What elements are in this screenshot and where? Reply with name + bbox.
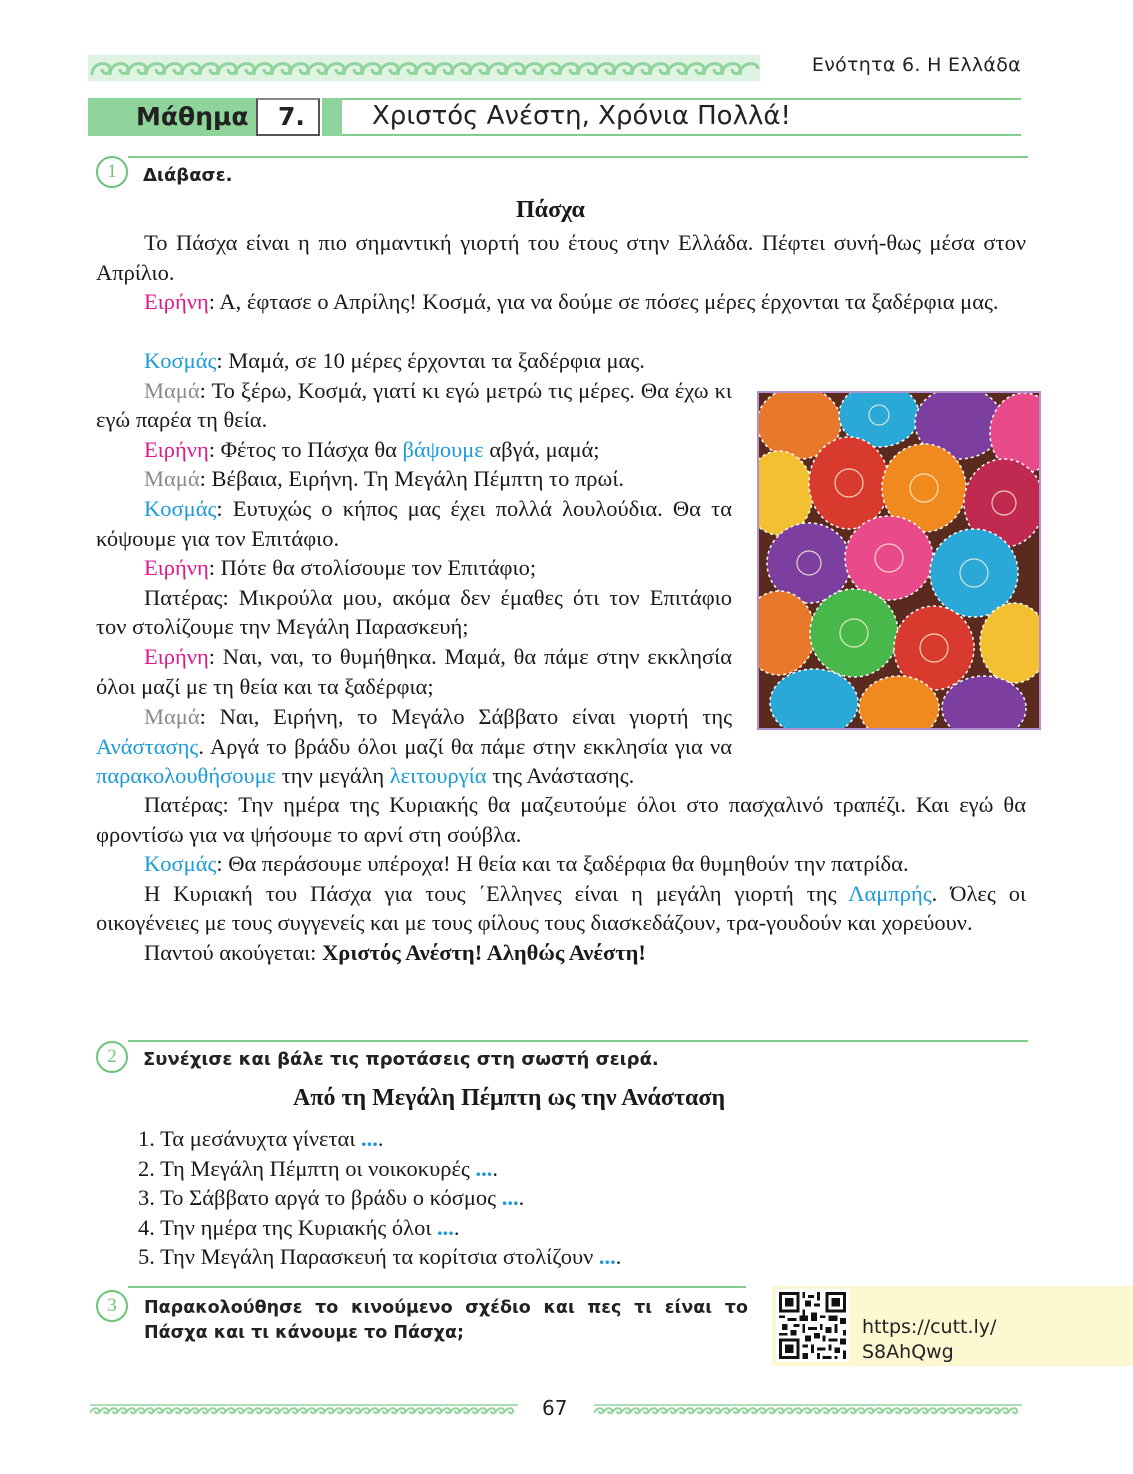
blank-placeholder[interactable]: ...: [475, 1155, 493, 1181]
speaker-eirini: Ειρήνη: [144, 555, 209, 581]
vocab-word: Λαμπρής: [848, 880, 932, 906]
vocab-word: παρακολουθήσουμε: [96, 763, 277, 789]
dialogue-line: Ειρήνη: Φέτος το Πάσχα θα βάψουμε αβγά, μαμά;: [144, 436, 600, 462]
closing-paragraph: Η Κυριακή του Πάσχα για τους ΄Ελληνες είναι η μεγάλη γιορτή της Λαμπρής. Όλες οι οικογένειες με τους συγγενείς και με τους φίλους τους διασκεδάζουν, τρα-γουδούν και χορεύουν.: [96, 880, 1026, 936]
exercise-3-number: 3: [96, 1290, 128, 1322]
dialogue-line: Μαμά: Το ξέρω, Κοσμά, γιατί κι εγώ μετρώ τις μέρες. Θα έχω κι εγώ παρέα τη θεία.: [96, 377, 732, 433]
reading-text-beside-photo: [96, 346, 732, 701]
dialogue-line: Μαμά: Ναι, Ειρήνη, το Μεγάλο Σάββατο είναι γιορτή της Ανάστασης. Αργά το βράδυ όλοι μαζί θα πάμε στην εκκλησία για να παρακολουθήσουμε την μεγάλη λειτουργία της Ανάστασης.: [96, 704, 732, 789]
lesson-number: 7.: [278, 102, 305, 131]
vocab-word: βάψουμε: [402, 436, 484, 462]
list-item: 1. Τα μεσάνυχτα γίνεται ....: [138, 1126, 384, 1151]
dialogue-line: Κοσμάς: Ευτυχώς ο κήπος μας έχει πολλά λουλούδια. Θα τα κόψουμε για τον Επιτάφιο.: [96, 495, 732, 551]
blank-placeholder[interactable]: ...: [361, 1126, 378, 1151]
speaker-eirini: Ειρήνη: [144, 289, 209, 315]
vocab-word: Ανάστασης: [96, 733, 199, 759]
speaker-mama: Μαμά: [144, 466, 200, 492]
list-item: 3. Το Σάββατο αργά το βράδυ ο κόσμος ....: [138, 1185, 525, 1211]
reading-text-mama-line: [96, 702, 732, 791]
reading-heading: Πάσχα: [516, 197, 585, 223]
list-item: 2. Τη Μεγάλη Πέμπτη οι νοικοκυρές ....: [138, 1155, 498, 1181]
dialogue-line: Κοσμάς: Θα περάσουμε υπέροχα! Η θεία και τα ξαδέρφια θα θυμηθούν την πατρίδα.: [144, 851, 909, 877]
blank-placeholder[interactable]: ...: [598, 1244, 616, 1270]
dialogue-line: Μαμά: Βέβαια, Ειρήνη. Τη Μεγάλη Πέμπτη το πρωί.: [144, 466, 625, 492]
lesson-title: Χριστός Ανέστη, Χρόνια Πολλά!: [372, 101, 791, 131]
sentence-list: [138, 1124, 621, 1272]
exercise-2-number: 2: [96, 1041, 128, 1073]
speaker-kosmas: Κοσμάς: [144, 495, 217, 521]
lesson-header: [88, 98, 1021, 138]
lesson-title-rule-bottom: [342, 134, 1021, 136]
dialogue-line: Κοσμάς: Μαμά, σε 10 μέρες έρχονται τα ξαδέρφια μας.: [144, 348, 645, 373]
exercise-2-rule: [128, 1040, 1028, 1042]
footer-wave-left: [90, 1403, 518, 1417]
speaker-pateras: Πατέρας: [144, 792, 223, 817]
dialogue-line: Ειρήνη: Πότε θα στολίσουμε τον Επιτάφιο;: [144, 555, 537, 581]
exercise-2-heading: Από τη Μεγάλη Πέμπτη ως την Ανάσταση: [293, 1085, 726, 1111]
list-item: 4. Την ημέρα της Κυριακής όλοι ....: [138, 1214, 460, 1240]
footer-wave-right: [594, 1403, 1022, 1417]
speaker-kosmas: Κοσμάς: [144, 348, 217, 373]
decorative-wave-border: [88, 55, 760, 81]
reading-text-top: [96, 228, 1026, 317]
intro-paragraph: Το Πάσχα είναι η πιο σημαντική γιορτή του έτους στην Ελλάδα. Πέφτει συνή-θως μέσα στον Απρίλιο.: [96, 230, 1026, 285]
speaker-kosmas: Κοσμάς: [144, 851, 217, 877]
lesson-divider: [322, 98, 342, 136]
easter-greeting: Χριστός Ανέστη! Αληθώς Ανέστη!: [322, 939, 646, 965]
list-item: 5. Την Μεγάλη Παρασκευή τα κορίτσια στολίζουν ....: [138, 1244, 622, 1270]
speaker-eirini: Ειρήνη: [144, 643, 209, 669]
qr-code-icon[interactable]: [776, 1289, 849, 1362]
blank-placeholder[interactable]: ...: [437, 1214, 454, 1240]
video-link[interactable]: https://cutt.ly/ S8AhQwg: [862, 1316, 997, 1363]
exercise-2-instruction: Συνέχισε και βάλε τις προτάσεις στη σωστή σειρά.: [143, 1049, 659, 1070]
speaker-mama: Μαμά: [144, 377, 200, 403]
dialogue-line: Ειρήνη: Α, έφτασε ο Απρίλης! Κοσμά, για να δούμε σε πόσες μέρες έρχονται τα ξαδέρφια μας.: [144, 289, 999, 315]
blank-placeholder[interactable]: ...: [501, 1185, 519, 1211]
lesson-title-rule-top: [342, 98, 1021, 100]
speaker-pateras: Πατέρας: [144, 584, 223, 610]
page-number: 67: [542, 1396, 568, 1420]
dialogue-line: Πατέρας: Μικρούλα μου, ακόμα δεν έμαθες ότι τον Επιτάφιο τον στολίζουμε την Μεγάλη Παρασκευή;: [96, 584, 732, 640]
exercise-1-rule: [128, 156, 1028, 158]
speaker-mama: Μαμά: [144, 704, 200, 729]
exercise-1-number: 1: [96, 156, 128, 188]
reading-text-bottom: [96, 790, 1026, 968]
vocab-word: λειτουργία: [389, 763, 487, 789]
final-line: Παντού ακούγεται: Χριστός Ανέστη! Αληθώς Ανέστη!: [144, 939, 646, 965]
easter-eggs-photo: [757, 391, 1041, 730]
exercise-3-rule: [128, 1286, 746, 1288]
exercise-1-instruction: Διάβασε.: [143, 165, 233, 186]
speaker-eirini: Ειρήνη: [144, 436, 209, 462]
lesson-label: Μάθημα: [136, 102, 249, 131]
dialogue-line: Πατέρας: Την ημέρα της Κυριακής θα μαζευτούμε όλοι στο πασχαλινό τραπέζι. Και εγώ θα φροντίσω για να ψήσουμε το αρνί στη σούβλα.: [96, 792, 1026, 847]
exercise-3-instruction: Παρακολούθησε το κινούμενο σχέδιο και πες τι είναι το Πάσχα και τι κάνουμε το Πάσχα;: [144, 1298, 748, 1343]
section-title: Ενότητα 6. Η Ελλάδα: [811, 54, 1021, 76]
easter-eggs-illustration: [759, 393, 1039, 728]
dialogue-line: Ειρήνη: Ναι, ναι, το θυμήθηκα. Μαμά, θα πάμε στην εκκλησία όλοι μαζί με τη θεία και τα ξαδέρφια;: [96, 643, 732, 699]
